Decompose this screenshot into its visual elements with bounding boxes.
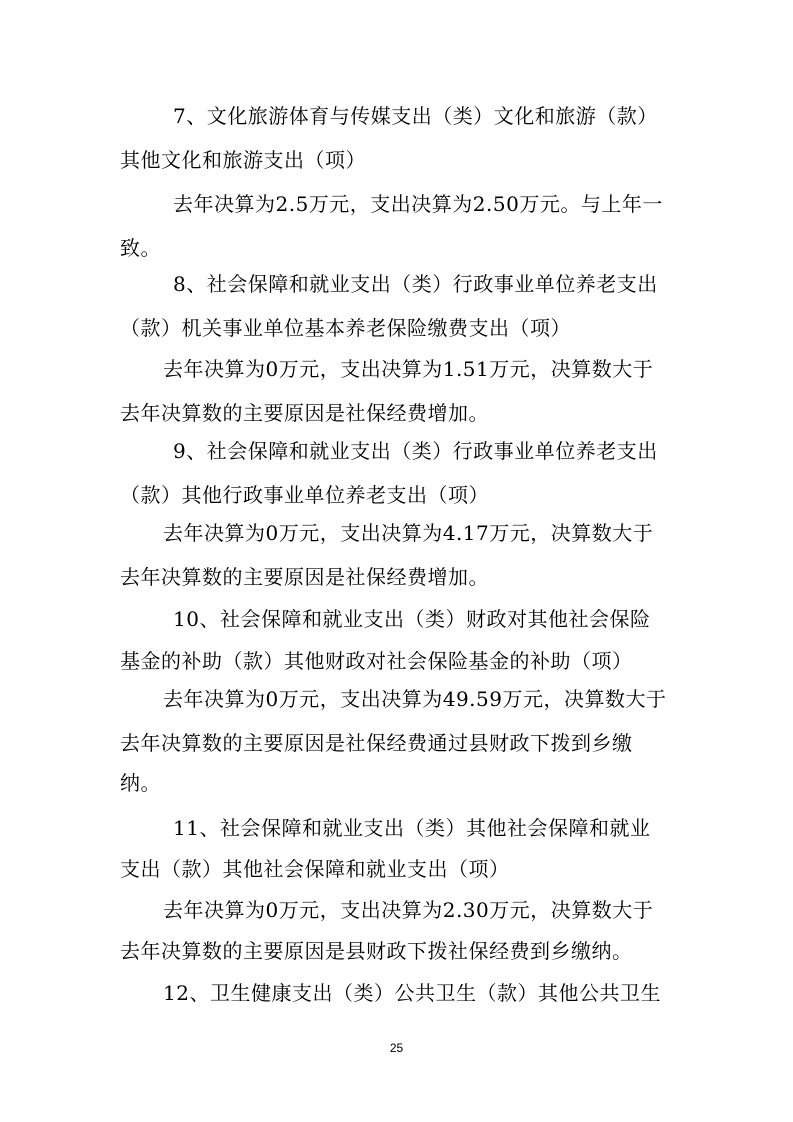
text-line: 其他文化和旅游支出（项） (120, 148, 366, 172)
text-line: 支出（款）其他社会保障和就业支出（项） (120, 857, 510, 881)
text-line: 去年决算为0万元，支出决算为4.17万元，决算数大于 (163, 521, 654, 545)
text-line: 8、社会保障和就业支出（类）行政事业单位养老支出 (173, 272, 658, 296)
text-line: 去年决算数的主要原因是社保经费增加。 (120, 565, 489, 589)
text-line: 去年决算数的主要原因是社保经费通过县财政下拨到乡缴 (120, 731, 633, 755)
text-line: 11、社会保障和就业支出（类）其他社会保障和就业 (173, 816, 651, 840)
text-line: 纳。 (120, 771, 161, 795)
text-line: 10、社会保障和就业支出（类）财政对其他社会保险 (173, 607, 651, 631)
text-line: 7、文化旅游体育与传媒支出（类）文化和旅游（款） (173, 104, 658, 128)
text-line: （款）其他行政事业单位养老支出（项） (120, 483, 489, 507)
text-line: 去年决算为0万元，支出决算为49.59万元，决算数大于 (163, 687, 667, 711)
page-number: 25 (389, 1041, 404, 1055)
text-line: （款）机关事业单位基本养老保险缴费支出（项） (120, 316, 571, 340)
text-line: 去年决算为0万元，支出决算为1.51万元，决算数大于 (163, 357, 654, 381)
text-line: 致。 (120, 236, 161, 260)
text-line: 9、社会保障和就业支出（类）行政事业单位养老支出 (173, 439, 658, 463)
text-line: 12、卫生健康支出（类）公共卫生（款）其他公共卫生 (163, 981, 661, 1005)
text-line: 去年决算为2.5万元，支出决算为2.50万元。与上年一 (173, 192, 663, 216)
text-line: 基金的补助（款）其他财政对社会保险基金的补助（项） (120, 649, 633, 673)
text-line: 去年决算数的主要原因是社保经费增加。 (120, 401, 489, 425)
text-line: 去年决算数的主要原因是县财政下拨社保经费到乡缴纳。 (120, 939, 633, 963)
text-line: 去年决算为0万元，支出决算为2.30万元，决算数大于 (163, 898, 654, 922)
